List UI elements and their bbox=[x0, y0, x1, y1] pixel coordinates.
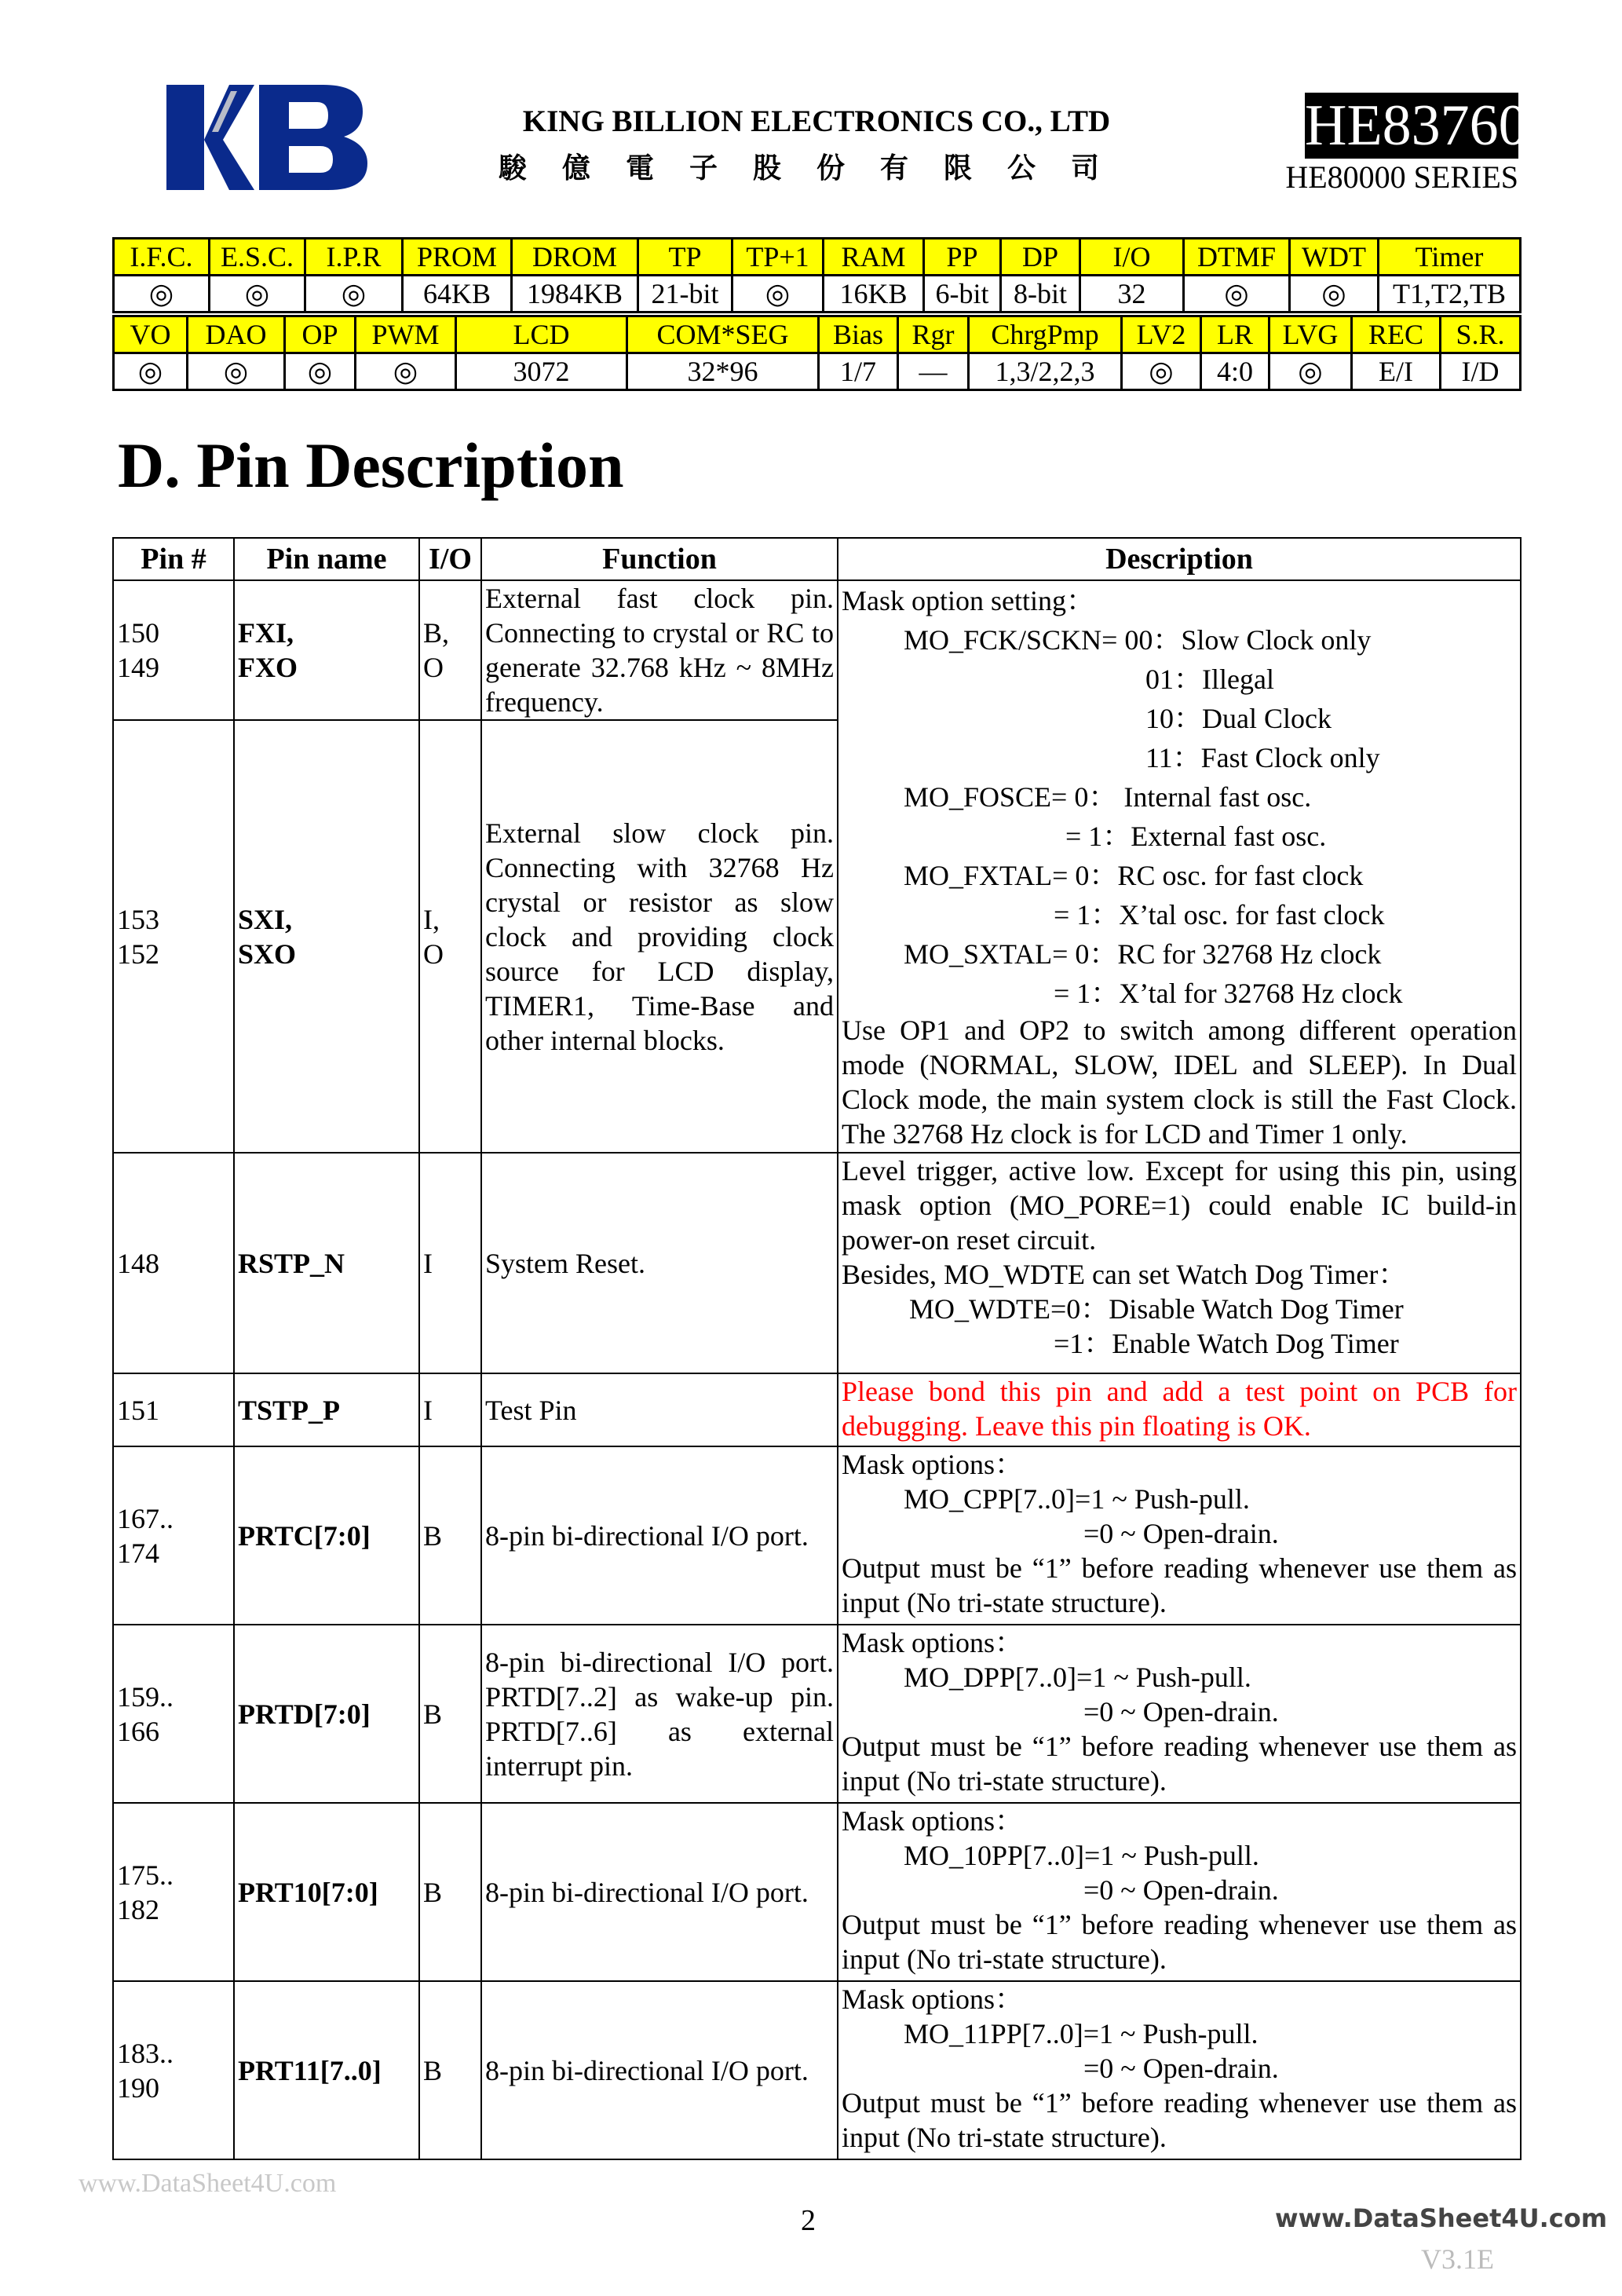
function-text: 8-pin bi-directional I/O port. bbox=[481, 1803, 838, 1981]
feature-header: S.R. bbox=[1441, 316, 1521, 353]
table-row bbox=[113, 1153, 1521, 1373]
pin-name-cell bbox=[234, 1153, 419, 1373]
io-cell bbox=[419, 1153, 481, 1373]
pin-number: 182 bbox=[117, 1893, 159, 1925]
feature-header: I/O bbox=[1080, 239, 1184, 276]
pin-number: 153 bbox=[117, 903, 159, 935]
feature-value: ◎ bbox=[114, 276, 210, 313]
description-cell bbox=[838, 1153, 1521, 1373]
feature-value-row bbox=[114, 276, 1521, 313]
description-line: MO_DPP[7..0]=1 ~ Push-pull. bbox=[904, 1662, 1251, 1693]
description-line: Mask options： bbox=[842, 1449, 1024, 1480]
pin-name: FXO bbox=[238, 652, 298, 683]
company-name-chinese: 駿億電子股份有限公司 bbox=[498, 152, 1134, 184]
description-line: Output must be “1” before reading whenever use them as input (No tri-state structure). bbox=[842, 1909, 1517, 1975]
io-type: B bbox=[423, 2054, 443, 2086]
header-description: Description bbox=[838, 538, 1521, 580]
pin-number-cell bbox=[113, 1803, 234, 1981]
pin-number: 174 bbox=[117, 1537, 159, 1569]
description-line: MO_FXTAL= 0：RC osc. for fast clock bbox=[904, 860, 1364, 891]
feature-value: 64KB bbox=[403, 276, 512, 313]
pin-number-cell bbox=[113, 1373, 234, 1446]
pin-name: SXI, bbox=[238, 903, 293, 935]
pin-number: 183.. bbox=[117, 2037, 174, 2069]
description-cell bbox=[838, 1446, 1521, 1625]
feature-header: DAO bbox=[188, 316, 285, 353]
series-label: HE80000 SERIES bbox=[1285, 159, 1518, 195]
header-io: I/O bbox=[419, 538, 481, 580]
feature-value: 1984KB bbox=[512, 276, 638, 313]
pin-name: PRTC[7:0] bbox=[238, 1519, 371, 1552]
description-line: 01：Illegal bbox=[1145, 664, 1274, 695]
feature-header: LCD bbox=[456, 316, 627, 353]
table-row bbox=[113, 1446, 1521, 1625]
feature-value: 1/7 bbox=[819, 353, 898, 390]
model-number: HE83760 bbox=[1305, 93, 1528, 158]
io-type: O bbox=[423, 652, 444, 683]
feature-value: 1,3/2,2,3 bbox=[969, 353, 1122, 390]
io-cell bbox=[419, 580, 481, 720]
feature-header: DROM bbox=[512, 239, 638, 276]
table-row bbox=[113, 1373, 1521, 1446]
description-line: = 1：X’tal for 32768 Hz clock bbox=[1054, 978, 1403, 1009]
table-row bbox=[113, 1625, 1521, 1803]
feature-header: COM*SEG bbox=[627, 316, 819, 353]
description-cell bbox=[838, 1803, 1521, 1981]
description-line: Output must be “1” before reading whenever use them as input (No tri-state structure). bbox=[842, 1731, 1517, 1797]
feature-header: REC bbox=[1352, 316, 1441, 353]
feature-header: PWM bbox=[356, 316, 456, 353]
header-pin-name: Pin name bbox=[234, 538, 419, 580]
pin-number-cell bbox=[113, 720, 234, 1153]
feature-value: ◎ bbox=[732, 276, 824, 313]
description-line: Mask option setting： bbox=[842, 585, 1094, 616]
table-row bbox=[113, 580, 1521, 720]
feature-value: ◎ bbox=[210, 276, 305, 313]
feature-header: RAM bbox=[824, 239, 924, 276]
io-type: B bbox=[423, 1876, 443, 1908]
feature-header: LVG bbox=[1269, 316, 1352, 353]
pin-name-cell bbox=[234, 1373, 419, 1446]
feature-header: Timer bbox=[1379, 239, 1521, 276]
feature-value: ◎ bbox=[356, 353, 456, 390]
description-line: =0 ~ Open-drain. bbox=[1083, 2053, 1279, 2084]
feature-header: LV2 bbox=[1122, 316, 1201, 353]
pin-number: 175.. bbox=[117, 1859, 174, 1891]
description-line: Output must be “1” before reading whenever use them as input (No tri-state structure). bbox=[842, 1552, 1517, 1618]
description-line: 11：Fast Clock only bbox=[1145, 742, 1380, 773]
kb-logo bbox=[166, 85, 367, 193]
header-pin-number: Pin # bbox=[113, 538, 234, 580]
feature-table-2 bbox=[112, 315, 1522, 391]
description-line: Mask options： bbox=[842, 1627, 1024, 1658]
description-line: = 1：X’tal osc. for fast clock bbox=[1054, 899, 1385, 930]
feature-value: ◎ bbox=[305, 276, 403, 313]
description-line: MO_10PP[7..0]=1 ~ Push-pull. bbox=[904, 1840, 1259, 1871]
pin-name-cell bbox=[234, 720, 419, 1153]
section-title: D. Pin Description bbox=[118, 430, 624, 501]
description-cell bbox=[838, 1625, 1521, 1803]
feature-header: I.P.R bbox=[305, 239, 403, 276]
description-line: =0 ~ Open-drain. bbox=[1083, 1696, 1279, 1727]
io-type: B bbox=[423, 1519, 443, 1552]
description-line: Output must be “1” before reading whenever use them as input (No tri-state structure). bbox=[842, 2087, 1517, 2153]
description-line: =0 ~ Open-drain. bbox=[1083, 1874, 1279, 1906]
io-cell bbox=[419, 720, 481, 1153]
function-text: System Reset. bbox=[481, 1153, 838, 1373]
pin-name-cell bbox=[234, 1446, 419, 1625]
io-cell bbox=[419, 1981, 481, 2159]
feature-value: ◎ bbox=[285, 353, 356, 390]
pin-number: 167.. bbox=[117, 1502, 174, 1534]
feature-header: VO bbox=[114, 316, 188, 353]
feature-value: 32*96 bbox=[627, 353, 819, 390]
io-type: I bbox=[423, 1394, 433, 1426]
feature-header: Bias bbox=[819, 316, 898, 353]
description-line: MO_CPP[7..0]=1 ~ Push-pull. bbox=[904, 1483, 1250, 1515]
feature-header: PP bbox=[924, 239, 1001, 276]
pin-number-cell bbox=[113, 580, 234, 720]
pin-number-cell bbox=[113, 1625, 234, 1803]
pin-number-cell bbox=[113, 1446, 234, 1625]
feature-value: 3072 bbox=[456, 353, 627, 390]
feature-value: ◎ bbox=[1269, 353, 1352, 390]
io-cell bbox=[419, 1446, 481, 1625]
feature-value-row bbox=[114, 353, 1521, 390]
pin-number: 150 bbox=[117, 617, 159, 649]
function-text: Test Pin bbox=[481, 1373, 838, 1446]
pin-number-cell bbox=[113, 1153, 234, 1373]
function-text: 8-pin bi-directional I/O port. bbox=[481, 1981, 838, 2159]
feature-value: ◎ bbox=[1184, 276, 1290, 313]
feature-value: ◎ bbox=[1290, 276, 1379, 313]
function-text: External slow clock pin. Connecting with 32768 Hz crystal or resistor as slow clock and providing clock source for LCD display, TIMER1, Time-Base and other internal blocks. bbox=[481, 720, 838, 1153]
description-line: = 1：External fast osc. bbox=[1065, 821, 1327, 852]
description-line: Mask options： bbox=[842, 1983, 1024, 2015]
feature-value: T1,T2,TB bbox=[1379, 276, 1521, 313]
feature-value: 21-bit bbox=[638, 276, 732, 313]
pin-name-cell bbox=[234, 1625, 419, 1803]
feature-value: ◎ bbox=[114, 353, 188, 390]
pin-number: 190 bbox=[117, 2071, 159, 2104]
description-line: 10：Dual Clock bbox=[1145, 703, 1332, 734]
description-line: Please bond this pin and add a test point on PCB for debugging. Leave this pin floating is OK. bbox=[842, 1376, 1517, 1442]
io-type: I, bbox=[423, 903, 440, 935]
description-cell bbox=[838, 580, 1521, 1153]
function-text: 8-pin bi-directional I/O port. PRTD[7..2] as wake-up pin. PRTD[7..6] as external interrupt pin. bbox=[481, 1625, 838, 1803]
io-type: O bbox=[423, 938, 444, 970]
description-line: MO_FCK/SCKN= 00：Slow Clock only bbox=[904, 624, 1372, 656]
pin-number-cell bbox=[113, 1981, 234, 2159]
description-cell bbox=[838, 1981, 1521, 2159]
feature-header: PROM bbox=[403, 239, 512, 276]
company-name-english: KING BILLION ELECTRONICS CO., LTD bbox=[522, 104, 1111, 138]
description-line: MO_WDTE=0：Disable Watch Dog Timer bbox=[909, 1293, 1404, 1325]
feature-header: TP+1 bbox=[732, 239, 824, 276]
pin-name: TSTP_P bbox=[238, 1394, 341, 1426]
io-cell bbox=[419, 1803, 481, 1981]
pin-description-table bbox=[112, 537, 1522, 2160]
feature-header-row bbox=[114, 239, 1521, 276]
feature-header: LR bbox=[1201, 316, 1269, 353]
pin-number: 159.. bbox=[117, 1680, 174, 1713]
feature-table-1 bbox=[112, 237, 1522, 313]
feature-value: 16KB bbox=[824, 276, 924, 313]
pin-name: PRTD[7:0] bbox=[238, 1698, 371, 1730]
watermark: www.DataSheet4U.com bbox=[79, 2169, 337, 2198]
io-type: B, bbox=[423, 617, 450, 649]
feature-value: I/D bbox=[1441, 353, 1521, 390]
feature-header: DP bbox=[1001, 239, 1080, 276]
pin-name: FXI, bbox=[238, 617, 294, 649]
description-line: =0 ~ Open-drain. bbox=[1083, 1518, 1279, 1549]
description-line: MO_11PP[7..0]=1 ~ Push-pull. bbox=[904, 2018, 1259, 2049]
header-function: Function bbox=[481, 538, 838, 580]
io-type: B bbox=[423, 1698, 443, 1730]
table-row bbox=[113, 1981, 1521, 2159]
feature-header: ChrgPmp bbox=[969, 316, 1122, 353]
feature-header: OP bbox=[285, 316, 356, 353]
description-line: Mask options： bbox=[842, 1805, 1024, 1837]
pin-name: PRT11[7..0] bbox=[238, 2054, 382, 2086]
pin-name: RSTP_N bbox=[238, 1247, 345, 1279]
pin-name: PRT10[7:0] bbox=[238, 1876, 378, 1908]
version-label: V3.1E bbox=[1421, 2243, 1494, 2275]
description-line: Use OP1 and OP2 to switch among different operation mode (NORMAL, SLOW, IDEL and SLEEP). In Dual Clock mode, the main system clock is still the Fast Clock. The 32768 Hz clock is for LCD and Timer 1 only. bbox=[842, 1015, 1517, 1150]
description-line: =1：Enable Watch Dog Timer bbox=[1054, 1328, 1399, 1359]
pin-number: 149 bbox=[117, 652, 159, 683]
table-row bbox=[113, 1803, 1521, 1981]
pin-name-cell bbox=[234, 1981, 419, 2159]
feature-header-row bbox=[114, 316, 1521, 353]
io-cell bbox=[419, 1625, 481, 1803]
io-cell bbox=[419, 1373, 481, 1446]
io-type: I bbox=[423, 1247, 433, 1279]
feature-value: ◎ bbox=[1122, 353, 1201, 390]
feature-value: 6-bit bbox=[924, 276, 1001, 313]
pin-number: 151 bbox=[117, 1394, 159, 1426]
feature-header: WDT bbox=[1290, 239, 1379, 276]
pin-number: 152 bbox=[117, 938, 159, 970]
description-line: MO_SXTAL= 0：RC for 32768 Hz clock bbox=[904, 938, 1382, 970]
function-text: External fast clock pin. Connecting to crystal or RC to generate 32.768 kHz ~ 8MHz frequency. bbox=[481, 580, 838, 720]
description-line: Level trigger, active low. Except for using this pin, using mask option (MO_PORE=1) could enable IC build-in power-on reset circuit. bbox=[842, 1155, 1517, 1256]
page-number: 2 bbox=[801, 2204, 816, 2237]
feature-value: 4:0 bbox=[1201, 353, 1269, 390]
description-line: Besides, MO_WDTE can set Watch Dog Timer： bbox=[842, 1259, 1407, 1290]
pin-number: 148 bbox=[117, 1247, 159, 1279]
feature-value: 32 bbox=[1080, 276, 1184, 313]
pin-number: 166 bbox=[117, 1715, 159, 1747]
function-text: 8-pin bi-directional I/O port. bbox=[481, 1446, 838, 1625]
feature-header: E.S.C. bbox=[210, 239, 305, 276]
feature-header: DTMF bbox=[1184, 239, 1290, 276]
description-cell bbox=[838, 1373, 1521, 1446]
watermark-link[interactable]: www.DataSheet4U.com bbox=[1275, 2203, 1608, 2233]
pin-name-cell bbox=[234, 580, 419, 720]
feature-header: TP bbox=[638, 239, 732, 276]
pin-name: SXO bbox=[238, 938, 297, 970]
table-header-row bbox=[113, 538, 1521, 580]
feature-header: Rgr bbox=[898, 316, 969, 353]
description-line: MO_FOSCE= 0： Internal fast osc. bbox=[904, 781, 1312, 813]
feature-header: I.F.C. bbox=[114, 239, 210, 276]
feature-value: E/I bbox=[1352, 353, 1441, 390]
feature-value: 8-bit bbox=[1001, 276, 1080, 313]
feature-value: — bbox=[898, 353, 969, 390]
pin-name-cell bbox=[234, 1803, 419, 1981]
feature-value: ◎ bbox=[188, 353, 285, 390]
